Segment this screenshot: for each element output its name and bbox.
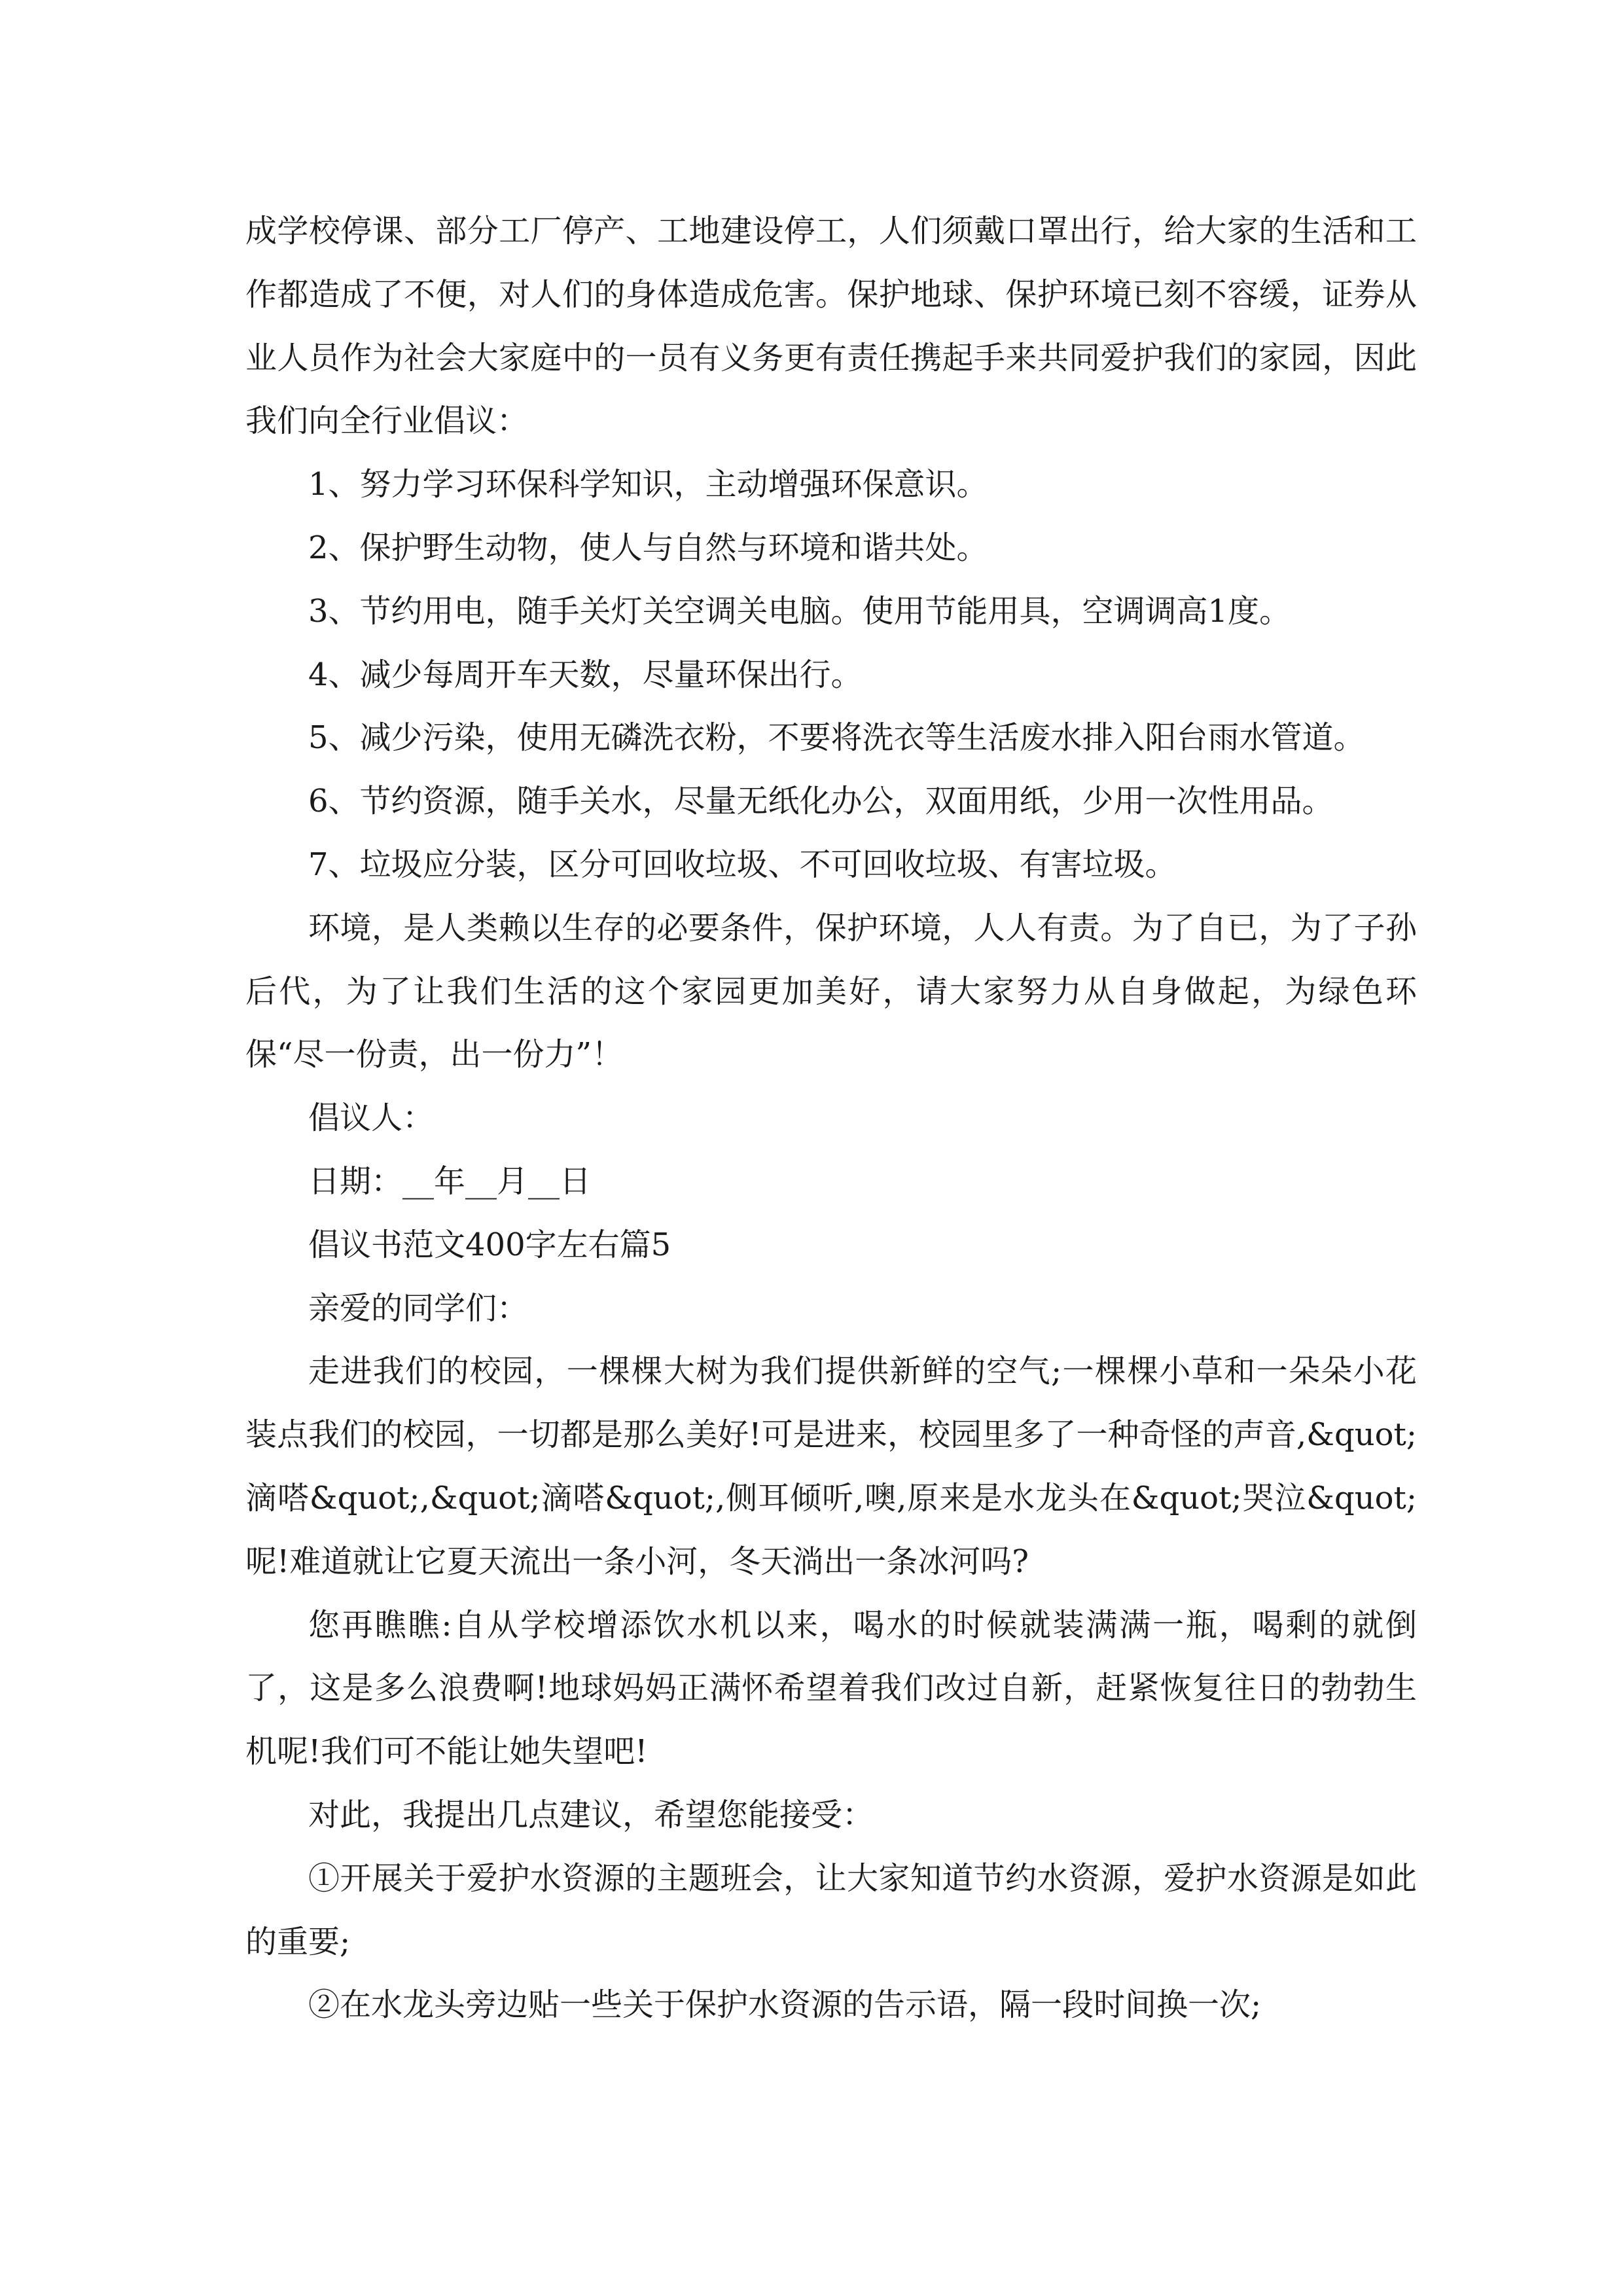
list-item-7: 7、垃圾应分装，区分可回收垃圾、不可回收垃圾、有害垃圾。: [308, 846, 1177, 883]
paragraph-campus: 走进我们的校园，一棵棵大树为我们提供新鲜的空气;一棵棵小草和一朵朵小花装点我们的校园，一切都是那么美好!可是进来，校园里多了一种奇怪的声音,&quot;滴嗒&quot;,&quot;滴嗒&quot;,侧耳倾听,噢,原来是水龙头在&quot;哭泣&quot;呢!难道就让它夏天流出一条小河，冬天淌出一条冰河吗?: [245, 1353, 1417, 1580]
date-line: 日期：__年__月__日: [308, 1162, 592, 1200]
list-item-6: 6、节约资源，随手关水，尽量无纸化办公，双面用纸，少用一次性用品。: [308, 783, 1334, 820]
suggestion-2: ②在水龙头旁边贴一些关于保护水资源的告示语，隔一段时间换一次;: [308, 1986, 1262, 2024]
list-item-2: 2、保护野生动物，使人与自然与环境和谐共处。: [308, 529, 988, 566]
signature-line: 倡议人：: [308, 1100, 435, 1137]
list-item-5: 5、减少污染，使用无磷洗衣粉，不要将洗衣等生活废水排入阳台雨水管道。: [308, 719, 1365, 757]
paragraph-closing: 环境，是人类赖以生存的必要条件，保护环境，人人有责。为了自已，为了子孙后代，为了让我们生活的这个家园更加美好，请大家努力从自身做起，为绿色环保“尽一份责，出一份力”！: [245, 909, 1417, 1073]
list-item-4: 4、减少每周开车天数，尽量环保出行。: [308, 656, 863, 693]
list-item-1: 1、努力学习环保科学知识，主动增强环保意识。: [308, 466, 988, 503]
section-title: 倡议书范文400字左右篇5: [308, 1226, 671, 1263]
paragraph-waste: 您再瞧瞧:自从学校增添饮水机以来，喝水的时候就装满满一瓶，喝剩的就倒了，这是多么浪费啊!地球妈妈正满怀希望着我们改过自新，赶紧恢复往日的勃勃生机呢!我们可不能让她失望吧!: [245, 1606, 1417, 1770]
salutation: 亲爱的同学们：: [308, 1289, 529, 1327]
paragraph-suggestions: 对此，我提出几点建议，希望您能接受：: [308, 1796, 874, 1833]
list-item-3: 3、节约用电，随手关灯关空调关电脑。使用节能用具，空调调高1度。: [308, 592, 1291, 630]
paragraph-intro: 成学校停课、部分工厂停产、工地建设停工，人们须戴口罩出行，给大家的生活和工作都造成了不便，对人们的身体造成危害。保护地球、保护环境已刻不容缓，证券从业人员作为社会大家庭中的一员有义务更有责任携起手来共同爱护我们的家园，因此我们向全行业倡议：: [245, 213, 1417, 440]
suggestion-1: ①开展关于爱护水资源的主题班会，让大家知道节约水资源，爱护水资源是如此的重要;: [245, 1859, 1417, 1960]
document-body: [245, 200, 1417, 2037]
